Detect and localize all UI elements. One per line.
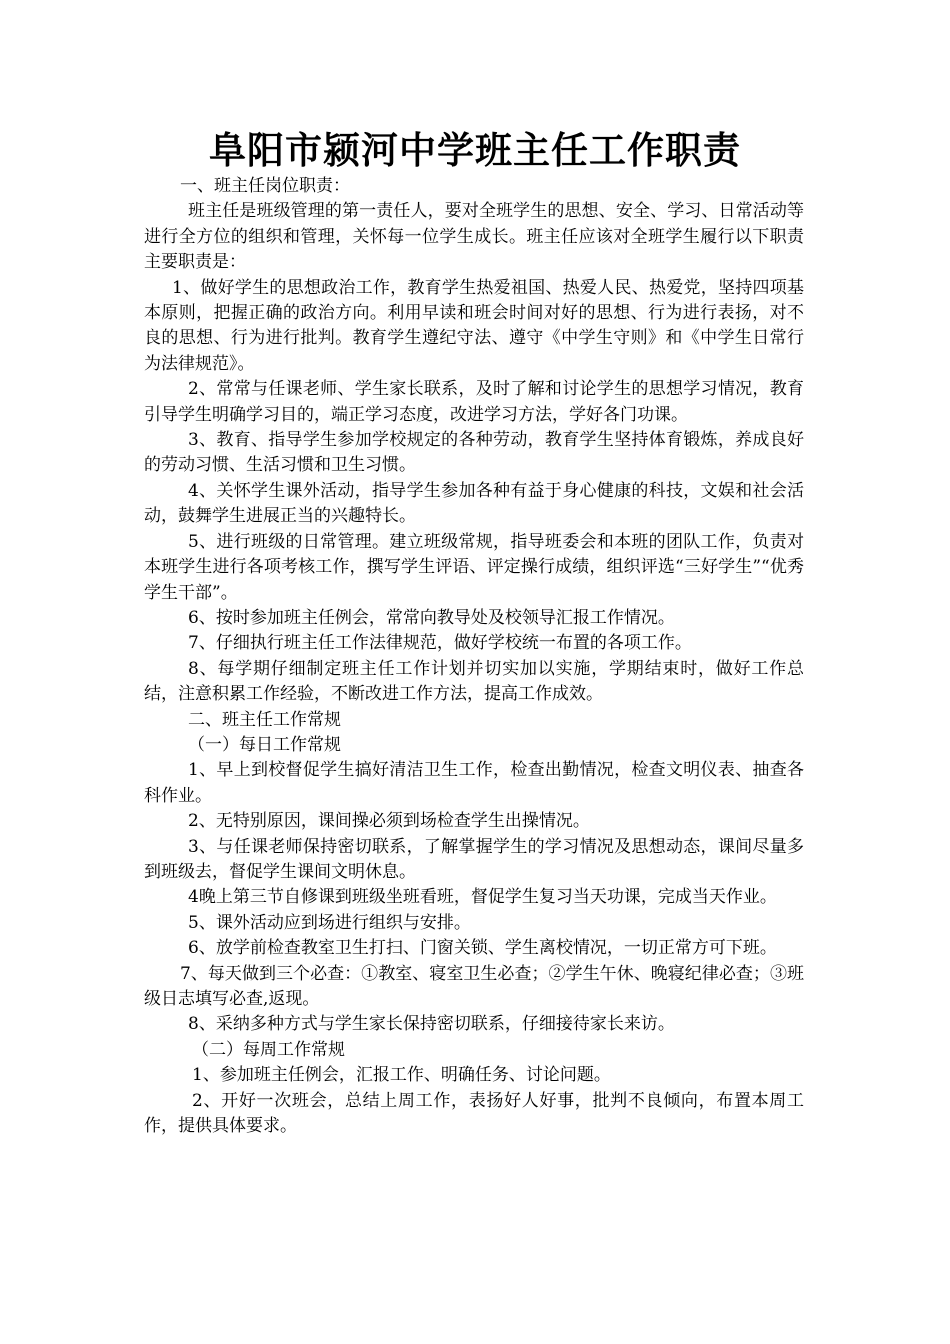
paragraph-intro: 班主任是班级管理的第一责任人，要对全班学生的思想、安全、学习、日常活动等进行全方位的组织和管理，关怀每一位学生成长。班主任应该对全班学生履行以下职责主要职责是： xyxy=(144,201,804,273)
subsection-heading-daily: （一）每日工作常规 xyxy=(188,734,341,755)
document-body xyxy=(144,174,804,1139)
duty-item-8: 8、每学期仔细制定班主任工作计划并切实加以实施，学期结束时，做好工作总结，注意积累工作经验，不断改进工作方法，提高工作成效。 xyxy=(144,658,804,705)
duty-item-1: 1、做好学生的思想政治工作，教育学生热爱祖国、热爱人民、热爱党，坚持四项基本原则，把握正确的政治方向。利用早读和班会时间对好的思想、行为进行表扬，对不良的思想、行为进行批判。教育学生遵纪守法、遵守《中学生守则》和《中学生日常行为法律规范》。 xyxy=(144,277,804,374)
weekly-item-2: 2、开好一次班会，总结上周工作，表扬好人好事，批判不良倾向，布置本周工作，提供具体要求。 xyxy=(144,1090,804,1137)
duty-item-2: 2、常常与任课老师、学生家长联系，及时了解和讨论学生的思想学习情况，教育引导学生明确学习目的，端正学习态度，改进学习方法，学好各门功课。 xyxy=(144,379,804,425)
daily-item-3: 3、与任课老师保持密切联系，了解掌握学生的学习情况及思想动态，课间尽量多到班级去，督促学生课间文明休息。 xyxy=(144,836,804,882)
daily-item-1: 1、早上到校督促学生搞好清洁卫生工作，检查出勤情况，检查文明仪表、抽查各科作业。 xyxy=(144,760,804,806)
daily-item-7: 7、每天做到三个必查：①教室、寝室卫生必查；②学生午休、晚寝纪律必查；③班级日志填写必查,返现。 xyxy=(144,963,804,1009)
duty-item-4: 4、关怀学生课外活动，指导学生参加各种有益于身心健康的科技，文娱和社会活动，鼓舞学生进展正当的兴趣特长。 xyxy=(144,480,804,527)
duty-item-6: 6、按时参加班主任例会，常常向教导处及校领导汇报工作情况。 xyxy=(188,607,675,628)
document-title: 阜阳市颍河中学班主任工作职责 xyxy=(209,129,741,172)
subsection-heading-weekly: （二）每周工作常规 xyxy=(192,1039,345,1060)
daily-item-2: 2、无特别原因，课间操必须到场检查学生出操情况。 xyxy=(188,811,590,832)
duty-item-3: 3、教育、指导学生参加学校规定的各种劳动，教育学生坚持体育锻炼，养成良好的劳动习惯、生活习惯和卫生习惯。 xyxy=(144,430,804,476)
section-heading-duties: 一、班主任岗位职责： xyxy=(180,176,350,196)
daily-item-8: 8、采纳多种方式与学生家长保持密切联系，仔细接待家长来访。 xyxy=(188,1014,675,1035)
daily-item-4: 4晚上第三节自修课到班级坐班看班，督促学生复习当天功课，完成当天作业。 xyxy=(188,887,777,908)
duty-item-7: 7、仔细执行班主任工作法律规范，做好学校统一布置的各项工作。 xyxy=(188,633,692,654)
daily-item-5: 5、课外活动应到场进行组织与安排。 xyxy=(188,912,471,933)
daily-item-6: 6、放学前检查教室卫生打扫、门窗关锁、学生离校情况，一切正常方可下班。 xyxy=(188,938,777,959)
duty-item-5: 5、进行班级的日常管理。建立班级常规，指导班委会和本班的团队工作，负责对本班学生进行各项考核工作，撰写学生评语、评定操行成绩，组织评选“三好学生”“优秀学生干部”。 xyxy=(144,531,804,603)
weekly-item-1: 1、参加班主任例会，汇报工作、明确任务、讨论问题。 xyxy=(192,1065,611,1086)
section-heading-routine: 二、班主任工作常规 xyxy=(188,709,341,730)
